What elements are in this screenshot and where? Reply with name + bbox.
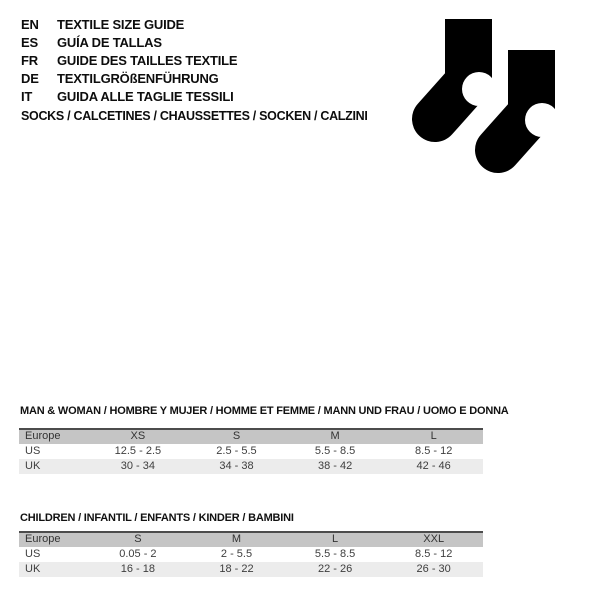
size-cell: 12.5 - 2.5 bbox=[114, 445, 162, 457]
column-header-size: M bbox=[231, 533, 242, 545]
column-header-region: Europe bbox=[25, 533, 61, 545]
language-label: GUÍA DE TALLAS bbox=[57, 35, 162, 50]
column-header-size: S bbox=[232, 430, 241, 442]
size-cell: 42 - 46 bbox=[416, 460, 451, 472]
language-code: IT bbox=[21, 89, 33, 104]
size-cell: 0.05 - 2 bbox=[119, 548, 157, 560]
size-cell: 26 - 30 bbox=[416, 563, 451, 575]
table-title-children: CHILDREN / INFANTIL / ENFANTS / KINDER / BAMBINI bbox=[20, 512, 294, 524]
size-cell: 34 - 38 bbox=[219, 460, 254, 472]
table-row-us bbox=[19, 444, 483, 459]
column-header-size: M bbox=[330, 430, 340, 442]
table-header-row bbox=[19, 531, 483, 547]
language-code: FR bbox=[21, 53, 38, 68]
table-header-row bbox=[19, 428, 483, 444]
language-label: GUIDA ALLE TAGLIE TESSILI bbox=[57, 89, 234, 104]
column-header-region: Europe bbox=[25, 430, 61, 442]
region-cell: US bbox=[25, 445, 41, 457]
socks-icon bbox=[412, 19, 578, 173]
size-cell: 18 - 22 bbox=[219, 563, 254, 575]
table-row-uk bbox=[19, 562, 483, 577]
category-heading: SOCKS / CALCETINES / CHAUSSETTES / SOCKEN / CALZINI bbox=[21, 109, 368, 123]
size-cell: 8.5 - 12 bbox=[415, 548, 453, 560]
region-cell: UK bbox=[25, 460, 41, 472]
language-code: DE bbox=[21, 71, 39, 86]
language-row-it bbox=[21, 88, 237, 106]
size-cell: 30 - 34 bbox=[120, 460, 156, 472]
language-row-de bbox=[21, 70, 237, 88]
size-cell: 38 - 42 bbox=[317, 460, 353, 472]
language-row-en bbox=[21, 16, 237, 34]
size-cell: 16 - 18 bbox=[120, 563, 156, 575]
size-cell: 8.5 - 12 bbox=[415, 445, 453, 457]
language-code: EN bbox=[21, 17, 39, 32]
language-label: GUIDE DES TAILLES TEXTILE bbox=[57, 53, 238, 68]
size-cell: 2 - 5.5 bbox=[220, 548, 253, 560]
table-title-adult: MAN & WOMAN / HOMBRE Y MUJER / HOMME ET FEMME / MANN UND FRAU / UOMO E DONNA bbox=[20, 405, 509, 417]
column-header-size: XXL bbox=[423, 533, 445, 545]
language-row-fr bbox=[21, 52, 237, 70]
size-cell: 22 - 26 bbox=[317, 563, 353, 575]
region-cell: UK bbox=[25, 563, 41, 575]
language-label: TEXTILE SIZE GUIDE bbox=[57, 17, 185, 32]
column-header-size: L bbox=[430, 430, 437, 442]
column-header-size: L bbox=[332, 533, 339, 545]
column-header-size: XS bbox=[130, 430, 146, 442]
size-cell: 2.5 - 5.5 bbox=[216, 445, 257, 457]
language-list bbox=[21, 16, 237, 106]
size-cell: 5.5 - 8.5 bbox=[314, 548, 356, 560]
column-header-size: S bbox=[134, 533, 142, 545]
size-table-adult bbox=[19, 428, 483, 474]
size-cell: 5.5 - 8.5 bbox=[314, 445, 356, 457]
table-row-uk bbox=[19, 459, 483, 474]
table-row-us bbox=[19, 547, 483, 562]
language-row-es bbox=[21, 34, 237, 52]
language-label: TEXTILGRÖßENFÜHRUNG bbox=[57, 71, 219, 86]
region-cell: US bbox=[25, 548, 41, 560]
language-code: ES bbox=[21, 35, 38, 50]
size-table-children bbox=[19, 531, 483, 577]
